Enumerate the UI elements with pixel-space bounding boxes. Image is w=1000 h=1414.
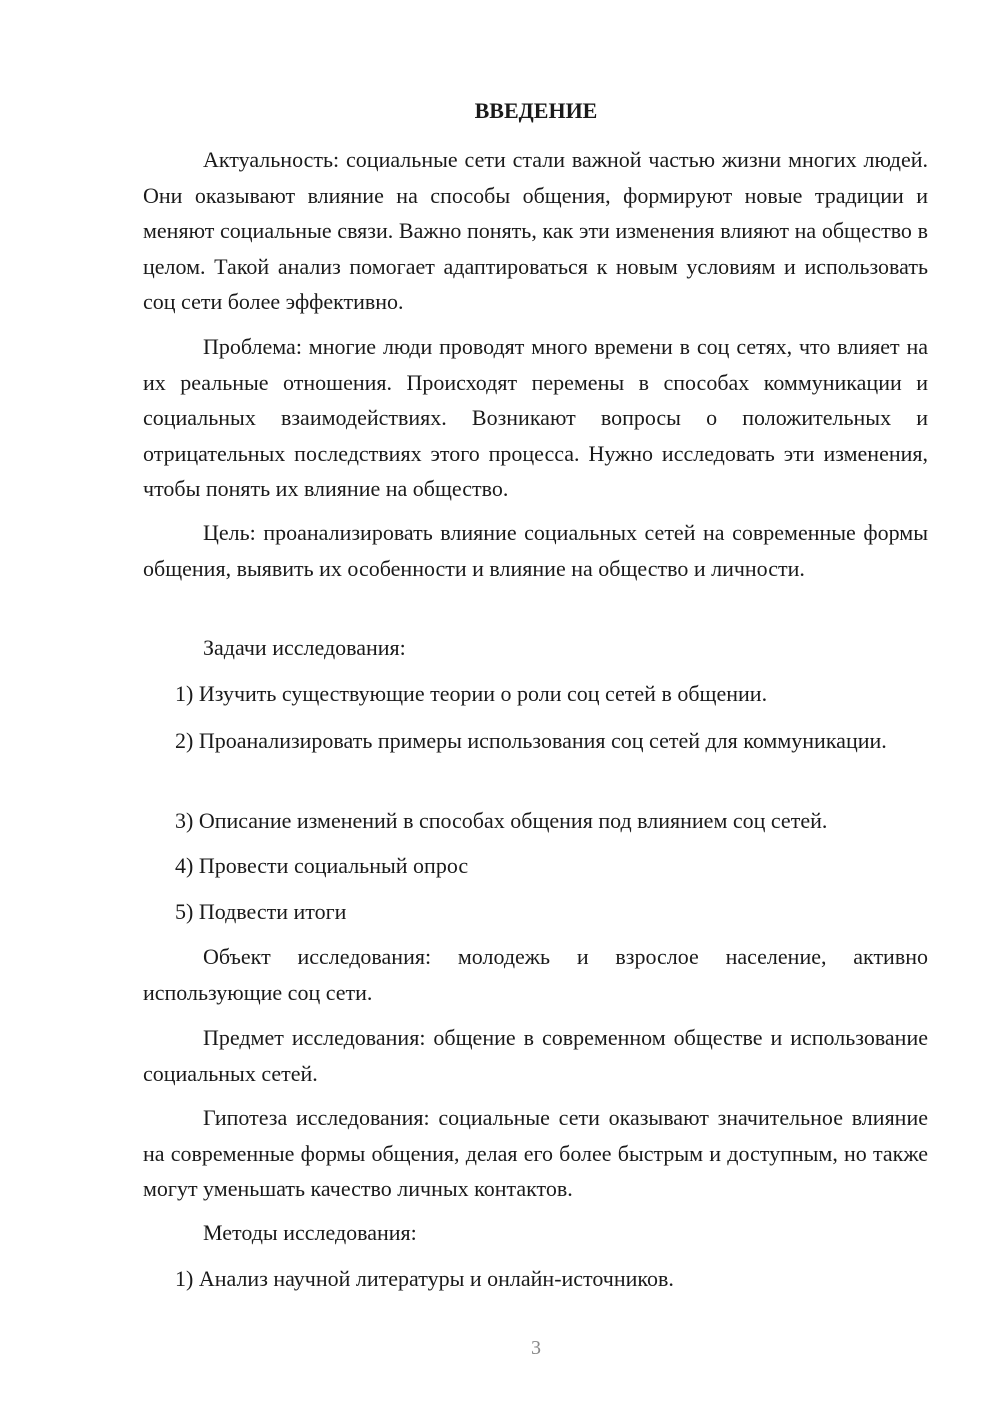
paragraph-subject: Предмет исследования: общение в современном обществе и использование социальных сетей. [143, 1025, 928, 1086]
paragraph-problem: Проблема: многие люди проводят много времени в соц сетях, что влияет на их реальные отношения. Происходят перемены в способах коммуникации и социальных взаимодействиях. Возникают вопросы о положительных и отрицательных последствиях этого процесса. Нужно исследовать эти изменения, чтобы понять их влияние на общество. [143, 334, 928, 501]
paragraph-tasks-heading: Задачи исследования: [203, 635, 406, 660]
page-number: 3 [531, 1337, 541, 1359]
list-item-task-3: 3) Описание изменений в способах общения под влиянием соц сетей. [175, 808, 828, 833]
paragraph-goal: Цель: проанализировать влияние социальных сетей на современные формы общения, выявить их особенности и влияние на общество и личности. [143, 520, 928, 581]
paragraph-methods-heading: Методы исследования: [203, 1220, 417, 1245]
list-item-task-4: 4) Провести социальный опрос [175, 853, 469, 878]
list-item-task-1: 1) Изучить существующие теории о роли соц сетей в общении. [175, 681, 768, 706]
paragraph-object: Объект исследования: молодежь и взрослое население, активно использующие соц сети. [143, 944, 928, 1005]
section-title: ВВЕДЕНИЕ [474, 98, 598, 123]
list-item-task-5: 5) Подвести итоги [175, 899, 347, 924]
list-item-task-2: 2) Проанализировать примеры использования соц сетей для коммуникации. [175, 728, 887, 753]
paragraph-hypothesis: Гипотеза исследования: социальные сети оказывают значительное влияние на современные формы общения, делая его более быстрым и доступным, но также могут уменьшать качество личных контактов. [143, 1105, 928, 1201]
list-item-method-1: 1) Анализ научной литературы и онлайн-источников. [175, 1266, 674, 1291]
paragraph-relevance: Актуальность: социальные сети стали важной частью жизни многих людей. Они оказывают влияние на способы общения, формируют новые традиции и меняют социальные связи. Важно понять, как эти изменения влияют на общество в целом. Такой анализ помогает адаптироваться к новым условиям и использовать соц сети более эффективно. [143, 147, 928, 314]
